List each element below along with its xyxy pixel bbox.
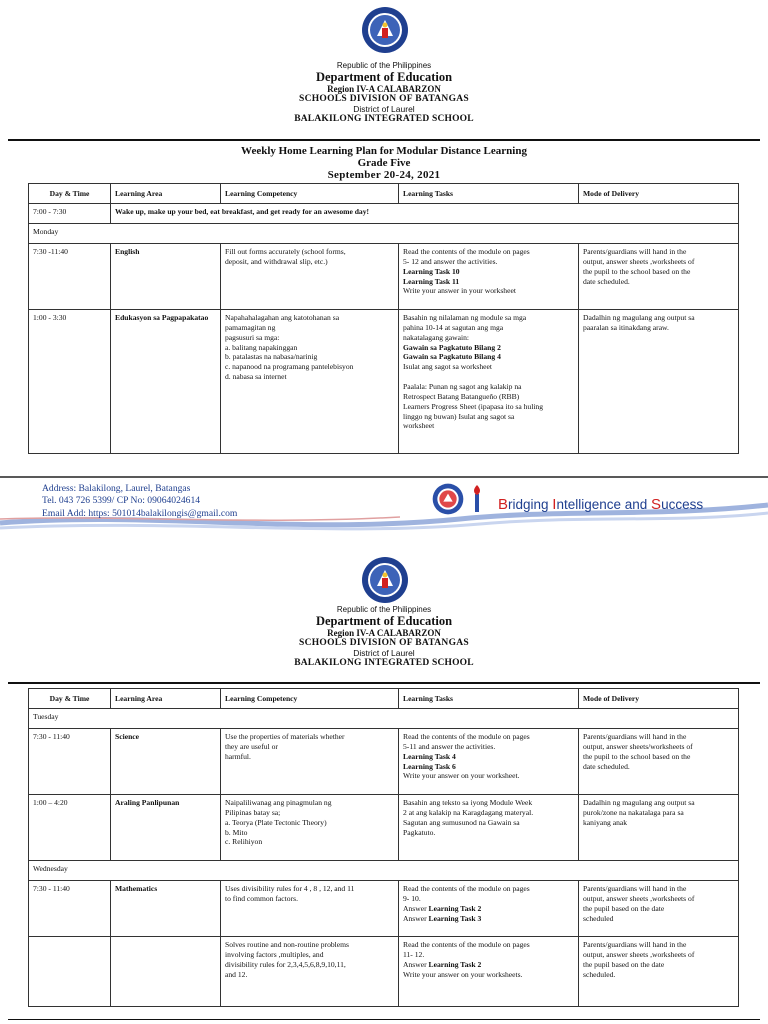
task-line: Answer Learning Task 2 bbox=[403, 959, 482, 969]
task-line: Sagutan ang sumusunod na Gawain sa bbox=[403, 817, 520, 827]
task-line: 5-11 and answer the activities. bbox=[403, 741, 496, 751]
task-line: Read the contents of the module on pages bbox=[403, 247, 530, 256]
time-cell: 7:30 - 11:40 bbox=[29, 881, 111, 937]
col-header: Mode of Delivery bbox=[579, 689, 739, 709]
cell-line: they are useful or bbox=[225, 741, 278, 751]
day-row bbox=[29, 709, 739, 729]
task-line: Learning Task 10 bbox=[403, 266, 460, 276]
department-text: Department of Education bbox=[315, 613, 453, 628]
table-header-row bbox=[29, 689, 739, 709]
school-seal-icon bbox=[432, 483, 464, 515]
cell-line: Dadalhin ng magulang ang output sa bbox=[583, 313, 695, 322]
header-divider bbox=[8, 139, 760, 141]
footer-email: Email Add: https: 501014balakilongis@gmail.com bbox=[42, 507, 238, 519]
cell-line: b. patalastas na nabasa/narinig bbox=[225, 352, 318, 362]
cell-line: Dadalhin ng magulang ang output sa bbox=[583, 798, 695, 807]
task-line: 9- 10. bbox=[403, 893, 421, 903]
competency-cell bbox=[221, 795, 399, 861]
cell-line: output, answer sheets ,worksheets of bbox=[583, 893, 695, 903]
task-line: 11- 12. bbox=[403, 949, 425, 959]
cell-line: Naipaliliwanag ang pinagmulan ng bbox=[225, 798, 332, 807]
plan-table-page2 bbox=[28, 688, 739, 1007]
cell-line: and 12. bbox=[225, 969, 248, 979]
col-header: Mode of Delivery bbox=[579, 184, 739, 204]
area-cell: Mathematics bbox=[111, 881, 221, 937]
mode-cell bbox=[579, 310, 739, 454]
task-line: worksheet bbox=[403, 421, 435, 431]
col-header: Learning Competency bbox=[221, 689, 399, 709]
task-line: Learning Task 11 bbox=[403, 276, 460, 286]
cell-line: Parents/guardians will hand in the bbox=[583, 732, 687, 741]
competency-cell bbox=[221, 881, 399, 937]
cell-line: date scheduled. bbox=[583, 276, 630, 286]
page2-header bbox=[0, 606, 768, 669]
mode-cell bbox=[579, 729, 739, 795]
school-text: BALAKILONG INTEGRATED SCHOOL bbox=[294, 658, 474, 669]
task-line: nakatalagang gawain: bbox=[403, 332, 469, 342]
tasks-cell bbox=[399, 881, 579, 937]
task-line: Gawain sa Pagkatuto Bilang 4 bbox=[403, 352, 501, 362]
task-line: Retrospect Batang Batangueño (RBB) bbox=[403, 391, 520, 401]
page1-header bbox=[0, 62, 768, 125]
mode-cell bbox=[579, 881, 739, 937]
cell-line: d. nabasa sa internet bbox=[225, 372, 287, 382]
district-text: District of Laurel bbox=[353, 647, 415, 658]
footer-tel: Tel. 043 726 5399/ CP No: 09064024614 bbox=[42, 495, 201, 507]
area-cell: English bbox=[111, 244, 221, 310]
cell-line: scheduled. bbox=[583, 969, 616, 979]
cell-line: divisibility rules for 2,3,4,5,6,8,9,10,11, bbox=[225, 959, 346, 969]
cell-line: Napahahalagahan ang katotohanan sa bbox=[225, 313, 340, 322]
competency-cell bbox=[221, 729, 399, 795]
col-header: Day & Time bbox=[29, 689, 111, 709]
school-text: BALAKILONG INTEGRATED SCHOOL bbox=[294, 114, 474, 125]
area-cell: Science bbox=[111, 729, 221, 795]
plan-title bbox=[0, 145, 768, 181]
task-line: Read the contents of the module on pages bbox=[403, 884, 530, 893]
col-header: Learning Tasks bbox=[399, 184, 579, 204]
table-row bbox=[29, 937, 739, 1007]
deped-seal-icon bbox=[361, 556, 409, 604]
task-line: 2 at ang kalakip na Karagdagang materyal. bbox=[403, 807, 534, 817]
day-row bbox=[29, 861, 739, 881]
division-text: SCHOOLS DIVISION OF BATANGAS bbox=[298, 94, 470, 105]
task-line: Basahin ng nilalaman ng module sa mga bbox=[403, 313, 527, 322]
task-line: Answer Learning Task 3 bbox=[403, 913, 482, 923]
competency-cell bbox=[221, 244, 399, 310]
tasks-cell bbox=[399, 244, 579, 310]
header-divider bbox=[8, 682, 760, 684]
mode-cell bbox=[579, 937, 739, 1007]
table-row bbox=[29, 881, 739, 937]
time-cell: 7:00 - 7:30 bbox=[29, 204, 111, 224]
cell-line: deposit, and withdrawal slip, etc.) bbox=[225, 256, 328, 266]
table-row bbox=[29, 204, 739, 224]
task-line: pahina 10-14 at sagutan ang mga bbox=[403, 322, 504, 332]
task-line: Learning Task 6 bbox=[403, 761, 456, 771]
cell-line: paaralan sa itinakdang araw. bbox=[583, 322, 669, 332]
republic-text: Republic of the Philippines bbox=[336, 605, 432, 614]
cell-line: Fill out forms accurately (school forms, bbox=[225, 247, 346, 256]
table-header-row bbox=[29, 184, 739, 204]
footer-tagline: Bridging Intelligence and Success bbox=[498, 496, 704, 513]
cell-line: output, answer sheets/worksheets of bbox=[583, 741, 693, 751]
cell-line: purok/zone na nakatalaga para sa bbox=[583, 807, 684, 817]
col-header: Learning Area bbox=[111, 184, 221, 204]
col-header: Learning Tasks bbox=[399, 689, 579, 709]
competency-cell bbox=[221, 937, 399, 1007]
task-line: linggo ng buwan) Isulat ang sagot sa bbox=[403, 411, 515, 421]
table-row bbox=[29, 729, 739, 795]
task-line: Learners Progress Sheet (ipapasa ito sa huling bbox=[403, 401, 544, 411]
tasks-cell bbox=[399, 937, 579, 1007]
task-line: Read the contents of the module on pages bbox=[403, 940, 530, 949]
tasks-cell bbox=[399, 729, 579, 795]
task-line: Paalala: Punan ng sagot ang kalakip na bbox=[403, 382, 522, 392]
task-line: Read the contents of the module on pages bbox=[403, 732, 530, 741]
footer-contact bbox=[42, 483, 237, 520]
col-header: Day & Time bbox=[29, 184, 111, 204]
time-cell: 1:00 – 4:20 bbox=[29, 795, 111, 861]
task-line: 5- 12 and answer the activities. bbox=[403, 256, 498, 266]
task-line: Answer Learning Task 2 bbox=[403, 903, 482, 913]
cell-line: date scheduled. bbox=[583, 761, 630, 771]
area-cell bbox=[111, 937, 221, 1007]
cell-line: Parents/guardians will hand in the bbox=[583, 884, 687, 893]
task-line: Gawain sa Pagkatuto Bilang 2 bbox=[403, 342, 501, 352]
footer-address: Address: Balakilong, Laurel, Batangas bbox=[42, 483, 191, 494]
title-line2: Grade Five bbox=[357, 157, 411, 170]
time-cell bbox=[29, 937, 111, 1007]
area-cell: Edukasyon sa Pagpapakatao bbox=[111, 310, 221, 454]
mode-cell bbox=[579, 795, 739, 861]
day-wednesday: Wednesday bbox=[29, 861, 739, 881]
cell-line: kaniyang anak bbox=[583, 817, 628, 827]
table-row bbox=[29, 244, 739, 310]
day-row bbox=[29, 224, 739, 244]
cell-line: involving factors ,multiples, and bbox=[225, 949, 324, 959]
col-header: Learning Area bbox=[111, 689, 221, 709]
cell-line: Parents/guardians will hand in the bbox=[583, 940, 687, 949]
title-line3: September 20-24, 2021 bbox=[327, 169, 441, 182]
wake-up-text: Wake up, make up your bed, eat breakfast, and get ready for an awesome day! bbox=[111, 204, 739, 224]
col-header: Learning Competency bbox=[221, 184, 399, 204]
cell-line: c. Relihiyon bbox=[225, 837, 263, 847]
cell-line: a. Teorya (Plate Tectonic Theory) bbox=[225, 817, 327, 827]
day-monday: Monday bbox=[29, 224, 739, 244]
mode-cell bbox=[579, 244, 739, 310]
region-text: Region IV-A CALABARZON bbox=[327, 83, 441, 94]
table-row bbox=[29, 795, 739, 861]
district-text: District of Laurel bbox=[353, 103, 415, 114]
letterhead-footer bbox=[0, 475, 768, 533]
cell-line: pagsusuri sa mga: bbox=[225, 332, 280, 342]
time-cell: 7:30 -11:40 bbox=[29, 244, 111, 310]
division-text: SCHOOLS DIVISION OF BATANGAS bbox=[298, 638, 470, 649]
task-line bbox=[403, 372, 574, 382]
cell-line: a. balitang napakinggan bbox=[225, 342, 298, 352]
cell-line: scheduled bbox=[583, 913, 614, 923]
department-text: Department of Education bbox=[315, 69, 453, 84]
table-row bbox=[29, 310, 739, 454]
cell-line: Solves routine and non-routine problems bbox=[225, 940, 350, 949]
cell-line: harmful. bbox=[225, 751, 251, 761]
plan-table-page1 bbox=[28, 183, 739, 454]
title-line1: Weekly Home Learning Plan for Modular Distance Learning bbox=[241, 145, 527, 157]
cell-line: c. napanood na programang pantelebisyon bbox=[225, 362, 354, 372]
cell-line: Pilipinas batay sa; bbox=[225, 807, 281, 817]
day-tuesday: Tuesday bbox=[29, 709, 739, 729]
tasks-cell bbox=[399, 310, 579, 454]
time-cell: 7:30 - 11:40 bbox=[29, 729, 111, 795]
cell-line: b. Mito bbox=[225, 827, 248, 837]
cell-line: the pupil to the school based on the bbox=[583, 751, 691, 761]
time-cell: 1:00 - 3:30 bbox=[29, 310, 111, 454]
torch-logo-icon bbox=[470, 484, 484, 514]
task-line: Pagkatuto. bbox=[403, 827, 436, 837]
republic-text: Republic of the Philippines bbox=[336, 61, 432, 70]
cell-line: the pupil to the school based on the bbox=[583, 266, 691, 276]
task-line: Write your answer in your worksheet bbox=[403, 286, 516, 296]
task-line: Learning Task 4 bbox=[403, 751, 456, 761]
cell-line: output, answer sheets ,worksheets of bbox=[583, 256, 695, 266]
cell-line: to find common factors. bbox=[225, 893, 298, 903]
cell-line: the pupil based on the date bbox=[583, 959, 665, 969]
region-text: Region IV-A CALABARZON bbox=[327, 627, 441, 638]
cell-line: Uses divisibility rules for 4 , 8 , 12, and 11 bbox=[225, 884, 355, 893]
cell-line: Parents/guardians will hand in the bbox=[583, 247, 687, 256]
task-line: Basahin ang teksto sa iyong Module Week bbox=[403, 798, 533, 807]
cell-line: Use the properties of materials whether bbox=[225, 732, 345, 741]
competency-cell bbox=[221, 310, 399, 454]
task-line: Write your answer on your worksheet. bbox=[403, 771, 520, 781]
cell-line: pamamagitan ng bbox=[225, 322, 276, 332]
cell-line: the pupil based on the date bbox=[583, 903, 665, 913]
tasks-cell bbox=[399, 795, 579, 861]
task-line: Write your answer on your worksheets. bbox=[403, 969, 523, 979]
task-line: Isulat ang sagot sa worksheet bbox=[403, 362, 492, 372]
bottom-divider bbox=[8, 1019, 760, 1020]
area-cell: Araling Panlipunan bbox=[111, 795, 221, 861]
deped-seal-icon bbox=[361, 6, 409, 54]
cell-line: output, answer sheets ,worksheets of bbox=[583, 949, 695, 959]
